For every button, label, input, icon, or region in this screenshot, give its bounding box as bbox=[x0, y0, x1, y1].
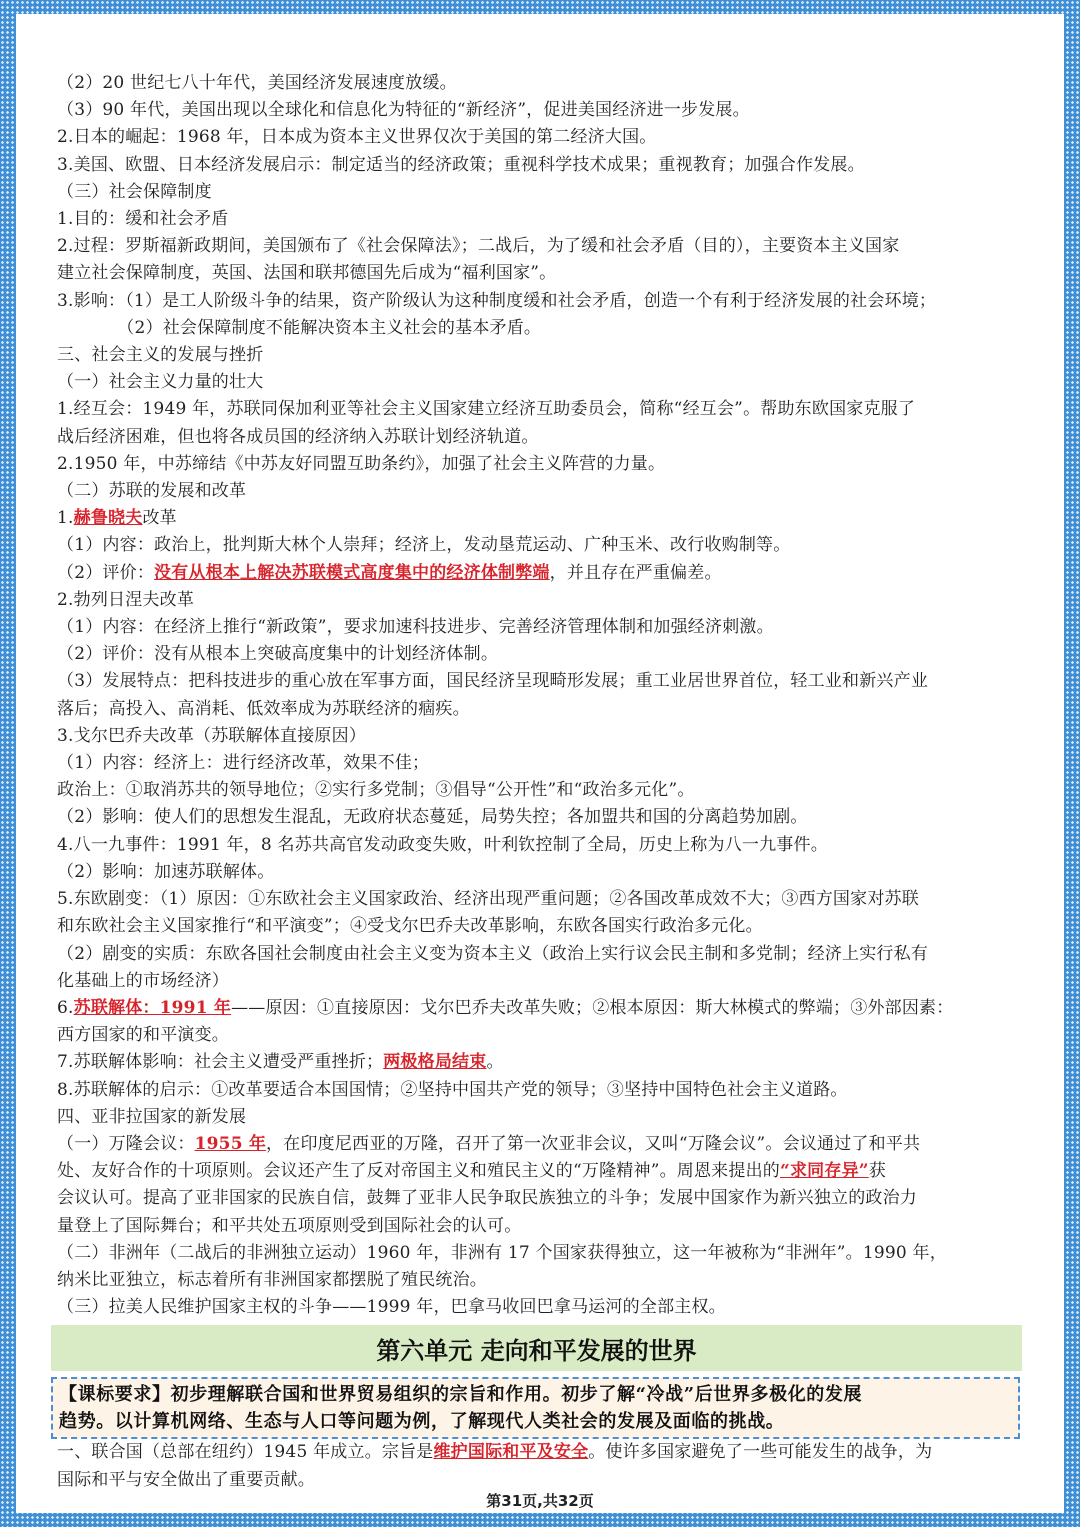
text-line: （1）内容：在经济上推行“新政策”，要求加速科技进步、完善经济管理体制和加强经济刺激。 bbox=[57, 617, 774, 638]
text-line: 四、亚非拉国家的新发展 bbox=[57, 1106, 247, 1127]
text-line: 量登上了国际舞台；和平共处五项原则受到国际社会的认可。 bbox=[57, 1215, 522, 1236]
text-line: 化基础上的市场经济） bbox=[57, 970, 229, 991]
text-line: 2.日本的崛起：1968 年，日本成为资本主义世界仅次于美国的第二经济大国。 bbox=[57, 127, 657, 148]
text-line: （3）发展特点：把科技进步的重心放在军事方面，国民经济呈现畸形发展；重工业居世界首位，轻工业和新兴产业 bbox=[57, 671, 929, 692]
text-line: 2.过程：罗斯福新政期间，美国颁布了《社会保障法》；二战后，为了缓和社会矛盾（目的），主要资本主义国家 bbox=[57, 236, 900, 257]
item-number: 1. bbox=[57, 508, 74, 529]
highlight-dissolution: 苏联解体：1991 年 bbox=[73, 997, 232, 1018]
text-line: （2）影响：使人们的思想发生混乱，无政府状态蔓延，局势失控；各加盟共和国的分离趋势加剧。 bbox=[57, 807, 808, 828]
text-line: 政治上：①取消苏共的领导地位；②实行多党制；③倡导“公开性”和“政治多元化”。 bbox=[57, 780, 695, 801]
text-span: （2）评价： bbox=[57, 562, 155, 583]
text-span: ——原因：①直接原因：戈尔巴乔夫改革失败；②根本原因：斯大林模式的弊端；③外部因素： bbox=[231, 997, 954, 1018]
text-line: 国际和平与安全做出了重要贡献。 bbox=[57, 1469, 315, 1490]
khrushchev-evaluation bbox=[57, 560, 1014, 587]
text-line: 4.八一九事件：1991 年，8 名苏共高官发动政变失败，叶利钦控制了全局，历史上称为八一九事件。 bbox=[57, 834, 828, 855]
text-span: 7.苏联解体影响：社会主义遭受严重挫折； bbox=[57, 1052, 384, 1073]
text-line: 2.勃列日涅夫改革 bbox=[57, 589, 195, 610]
body-text bbox=[57, 70, 1014, 1321]
requirement-line: 趋势。以计算机网络、生态与人口等问题为例，了解现代人类社会的发展及面临的挑战。 bbox=[59, 1411, 785, 1433]
text-line: 2.1950 年，中苏缔结《中苏友好同盟互助条约》，加强了社会主义阵营的力量。 bbox=[57, 453, 666, 474]
item-number: 6. bbox=[57, 997, 74, 1018]
text-span: 改革 bbox=[142, 508, 177, 529]
highlight-un-purpose: 维护国际和平及安全 bbox=[433, 1442, 589, 1463]
bandung-line bbox=[57, 1131, 1014, 1158]
text-line: 西方国家的和平演变。 bbox=[57, 1025, 229, 1046]
text-span: 获 bbox=[868, 1161, 886, 1182]
text-line: （1）内容：经济上：进行经济改革，效果不佳； bbox=[57, 753, 430, 774]
highlight-1955: 1955 年 bbox=[194, 1133, 267, 1154]
text-line: 8.苏联解体的启示：①改革要适合本国国情；②坚持中国共产党的领导；③坚持中国特色社会主义道路。 bbox=[57, 1079, 848, 1100]
impact-line bbox=[57, 1049, 1014, 1076]
khrushchev-heading bbox=[57, 505, 1014, 532]
text-line: （1）内容：政治上，批判斯大林个人崇拜；经济上，发动垦荒运动、广种玉米、改行收购制等。 bbox=[57, 535, 791, 556]
text-line: 会议认可。提高了亚非国家的民族自信，鼓舞了亚非人民争取民族独立的斗争；发展中国家作为新兴独立的政治力 bbox=[57, 1188, 917, 1209]
text-line: 1.目的：缓和社会矛盾 bbox=[57, 209, 229, 230]
text-span: ，并且存在严重偏差。 bbox=[549, 562, 722, 583]
un-section bbox=[57, 1439, 1014, 1493]
text-line: 纳米比亚独立，标志着所有非洲国家都摆脱了殖民统治。 bbox=[57, 1269, 487, 1290]
requirement-line: 【课标要求】初步理解联合国和世界贸易组织的宗旨和作用。初步了解“冷战”后世界多极化的发展 bbox=[59, 1384, 863, 1406]
text-span: 。使许多国家避免了一些可能发生的战争，为 bbox=[588, 1442, 933, 1463]
text-span: （一）万隆会议： bbox=[57, 1133, 195, 1154]
text-span: ，在印度尼西亚的万隆，召开了第一次亚非会议，又叫“万隆会议”。会议通过了和平共 bbox=[266, 1133, 921, 1154]
text-line: 三、社会主义的发展与挫折 bbox=[57, 345, 264, 366]
text-line: 建立社会保障制度，英国、法国和联邦德国先后成为“福利国家”。 bbox=[57, 263, 557, 284]
text-line: 3.美国、欧盟、日本经济发展启示：制定适当的经济政策；重视科学技术成果；重视教育；加强合作发展。 bbox=[57, 154, 865, 175]
text-line: （2）影响：加速苏联解体。 bbox=[57, 861, 275, 882]
highlight-seek-common-ground: “求同存异” bbox=[779, 1161, 869, 1182]
text-line: （三）社会保障制度 bbox=[57, 181, 212, 202]
text-line: （2）评价：没有从根本上突破高度集中的计划经济体制。 bbox=[57, 644, 499, 665]
text-line: 战后经济困难，但也将各成员国的经济纳入苏联计划经济轨道。 bbox=[57, 426, 539, 447]
text-line: （二）苏联的发展和改革 bbox=[57, 481, 247, 502]
text-line: 5.东欧剧变：（1）原因：①东欧社会主义国家政治、经济出现严重问题；②各国改革成效不大；③西方国家对苏联 bbox=[57, 889, 919, 910]
text-line: 3.影响：（1）是工人阶级斗争的结果，资产阶级认为这种制度缓和社会矛盾，创造一个有利于经济发展的社会环境； bbox=[57, 290, 937, 311]
text-line: 和东欧社会主义国家推行“和平演变”；④受戈尔巴乔夫改革影响，东欧各国实行政治多元化。 bbox=[57, 916, 763, 937]
text-line: 1.经互会：1949 年，苏联同保加利亚等社会主义国家建立经济互助委员会，简称“经互会”。帮助东欧国家克服了 bbox=[57, 399, 916, 420]
text-line: （2）剧变的实质：东欧各国社会制度由社会主义变为资本主义（政治上实行议会民主制和多党制；经济上实行私有 bbox=[57, 943, 929, 964]
highlight-khrushchev: 赫鲁晓夫 bbox=[73, 508, 143, 529]
text-line: 落后；高投入、高消耗、低效率成为苏联经济的痼疾。 bbox=[57, 698, 470, 719]
text-span: 处、友好合作的十项原则。会议还产生了反对帝国主义和殖民主义的“万隆精神”。周恩来提出的 bbox=[57, 1161, 780, 1182]
text-span: 一、联合国（总部在纽约）1945 年成立。宗旨是 bbox=[57, 1442, 434, 1463]
page-number: 第31页,共32页 bbox=[486, 1492, 594, 1510]
text-line: 3.戈尔巴乔夫改革（苏联解体直接原因） bbox=[57, 725, 367, 746]
bandung-line-2 bbox=[57, 1158, 1014, 1185]
unit-title-banner: 第六单元 走向和平发展的世界 bbox=[51, 1325, 1022, 1371]
text-line: （3）90 年代，美国出现以全球化和信息化为特征的“新经济”，促进美国经济进一步发展。 bbox=[57, 100, 750, 121]
text-line: （2）20 世纪七八十年代，美国经济发展速度放缓。 bbox=[57, 73, 457, 93]
text-line: （一）社会主义力量的壮大 bbox=[57, 372, 264, 393]
highlight-evaluation: 没有从根本上解决苏联模式高度集中的经济体制弊端 bbox=[154, 562, 550, 583]
highlight-bipolar-end: 两极格局结束 bbox=[383, 1052, 487, 1073]
text-line: （三）拉美人民维护国家主权的斗争——1999 年，巴拿马收回巴拿马运河的全部主权。 bbox=[57, 1297, 726, 1318]
text-span: 。 bbox=[486, 1052, 504, 1073]
curriculum-requirement-box bbox=[51, 1377, 1020, 1439]
dissolution-line bbox=[57, 995, 1014, 1022]
text-line: （2）社会保障制度不能解决资本主义社会的基本矛盾。 bbox=[57, 317, 542, 338]
un-line bbox=[57, 1439, 1014, 1466]
text-line: （二）非洲年（二战后的非洲独立运动）1960 年，非洲有 17 个国家获得独立，这一年被称为“非洲年”。1990 年， bbox=[57, 1242, 947, 1263]
document-page bbox=[16, 14, 1064, 1513]
